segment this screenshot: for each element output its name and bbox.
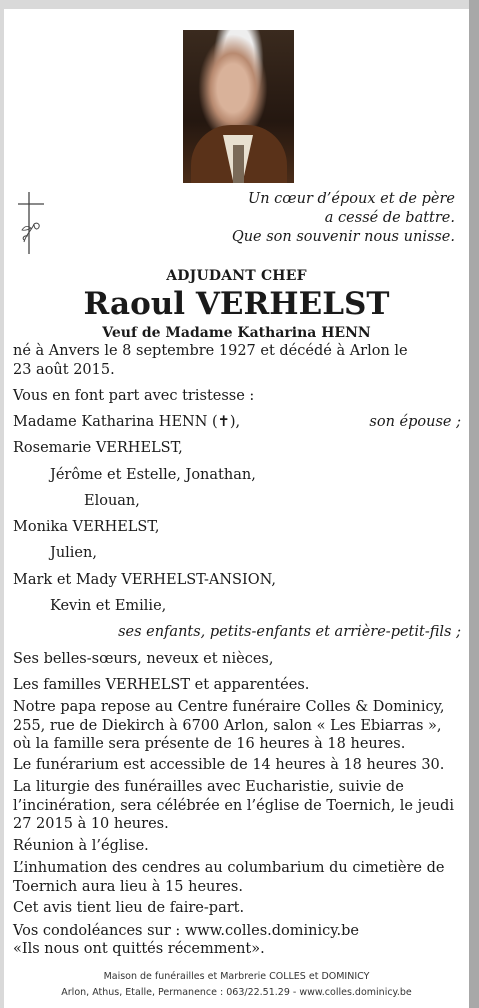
great-grandchild: Elouan, <box>84 493 140 509</box>
cross-with-rose-icon <box>16 190 46 256</box>
quote-line-1: Un cœur d’époux et de père <box>248 191 455 207</box>
child-2: Monika VERHELST, <box>13 519 160 535</box>
deceased-name: Raoul VERHELST <box>83 286 390 322</box>
top-border <box>0 0 479 9</box>
spouse-role: son épouse ; <box>369 414 461 430</box>
meeting-info: Réunion à l’église. <box>13 838 149 854</box>
families: Les familles VERHELST et apparentées. <box>13 677 310 693</box>
child-3: Mark et Mady VERHELST-ANSION, <box>13 572 276 588</box>
closing-quote: «Ils nous ont quittés récemment». <box>13 941 265 957</box>
access-info: Le funérarium est accessible de 14 heures à 18 heures 30. <box>13 757 445 773</box>
condolences: Vos condoléances sur : www.colles.dominicy.be <box>13 923 360 939</box>
spouse-name: Madame Katharina HENN (✝), <box>13 414 241 430</box>
right-border <box>469 0 479 1008</box>
child-1: Rosemarie VERHELST, <box>13 440 183 456</box>
grandchildren-2: Julien, <box>50 545 97 561</box>
epitaph-quote <box>155 190 455 247</box>
widow-of: Veuf de Madame Katharina HENN <box>102 325 371 341</box>
children-role: ses enfants, petits-enfants et arrière-petit-fils ; <box>118 624 461 640</box>
rank-title: ADJUDANT CHEF <box>166 268 307 284</box>
quote-line-2: a cessé de battre. <box>324 210 455 226</box>
in-laws: Ses belles-sœurs, neveux et nièces, <box>13 651 274 667</box>
footer-line-1: Maison de funérailles et Marbrerie COLLES et DOMINICY <box>103 971 370 982</box>
burial-info: L’inhumation des cendres au columbarium du cimetière de Toernich aura lieu à 15 heures. <box>13 860 445 895</box>
quote-line-3: Que son souvenir nous unisse. <box>231 229 455 245</box>
rest-info: Notre papa repose au Centre funéraire Colles & Dominicy, 255, rue de Diekirch à 6700 Arlon, salon « Les Ebiarras », où la famille sera présente de 16 heures à 18 heures. <box>13 699 445 752</box>
photo-tie <box>233 145 244 183</box>
footer-line-2: Arlon, Athus, Etalle, Permanence : 063/22.51.29 - www.colles.dominicy.be <box>61 987 412 998</box>
grandchildren-3: Kevin et Emilie, <box>50 598 167 614</box>
announcement: Vous en font part avec tristesse : <box>13 388 255 404</box>
grandchildren-1: Jérôme et Estelle, Jonathan, <box>50 467 256 483</box>
notice: Cet avis tient lieu de faire-part. <box>13 900 245 916</box>
birth-line-1: né à Anvers le 8 septembre 1927 et décédé à Arlon le <box>13 343 408 359</box>
birth-line-2: 23 août 2015. <box>13 362 115 378</box>
liturgy-info: La liturgie des funérailles avec Eucharistie, suivie de l’incinération, sera célébrée en l’église de Toernich, le jeudi 27 2015 à 10 heures. <box>13 779 454 832</box>
portrait-photo <box>183 30 294 183</box>
obituary-card <box>4 9 469 1008</box>
